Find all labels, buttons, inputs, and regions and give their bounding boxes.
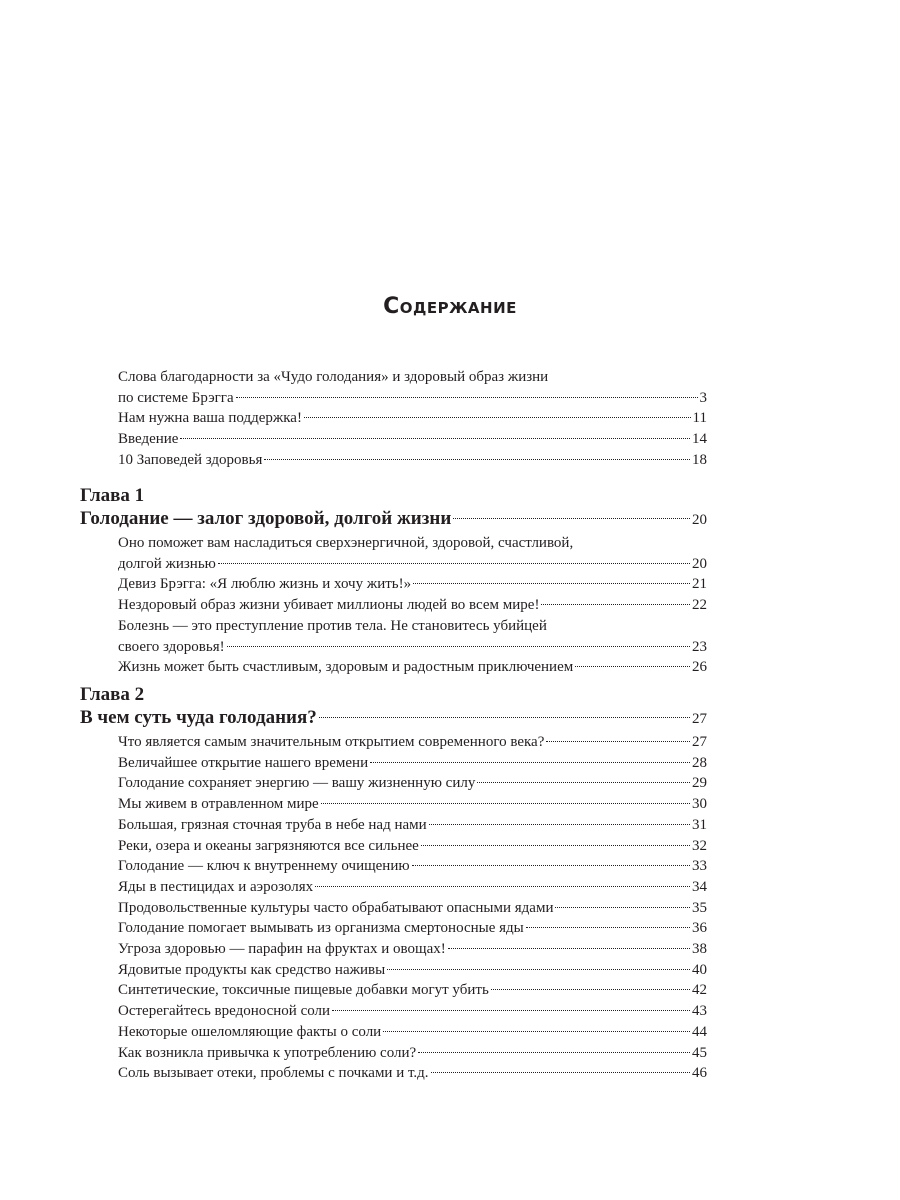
toc-entry-title: Введение xyxy=(118,431,179,448)
toc-entry-row xyxy=(118,1063,707,1083)
toc-page-number: 35 xyxy=(692,899,707,916)
toc-entry-title: по системе Брэгга xyxy=(118,389,234,406)
dot-leader xyxy=(526,927,690,928)
toc-entry-row xyxy=(118,408,707,428)
toc-entry-row xyxy=(118,960,707,980)
dot-leader xyxy=(541,604,690,605)
dot-leader xyxy=(491,989,690,990)
toc-entry-row xyxy=(118,877,707,897)
dot-leader xyxy=(180,438,690,439)
toc-page-number: 27 xyxy=(692,734,707,750)
toc-entry-row xyxy=(118,836,707,856)
toc-entry-title: Что является самым значительным открытием современного века? xyxy=(118,734,545,750)
toc-entry-title: Мы живем в отравленном мире xyxy=(118,796,319,813)
toc-entry-row xyxy=(118,732,707,752)
toc-entry-title: Величайшее открытие нашего времени xyxy=(118,754,369,771)
toc-page-number: 46 xyxy=(692,1065,707,1082)
toc-entry-row xyxy=(118,1022,707,1042)
toc-entry-row xyxy=(118,753,707,773)
dot-leader xyxy=(448,948,690,949)
chapter-title: Голодание — залог здоровой, долгой жизни xyxy=(80,508,452,529)
toc-page-number: 26 xyxy=(692,659,707,676)
toc-entry-title-line: Оно поможет вам насладиться сверхэнергичной, здоровой, счастливой, xyxy=(118,535,574,551)
toc-entry-title-line: Болезнь — это преступление против тела. Не становитесь убийцей xyxy=(118,617,547,634)
toc-page-number: 11 xyxy=(692,410,707,427)
toc-page-number: 27 xyxy=(692,711,707,727)
dot-leader xyxy=(421,845,690,846)
dot-leader xyxy=(383,1031,690,1032)
toc-entry-title-line: Слова благодарности за «Чудо голодания» и здоровый образ жизни xyxy=(118,369,549,385)
dot-leader xyxy=(319,717,690,718)
toc-entry-title: Нездоровый образ жизни убивает миллионы людей во всем мире! xyxy=(118,597,540,614)
toc-entry-row xyxy=(118,595,707,615)
toc-entry-title: Девиз Брэгга: «Я люблю жизнь и хочу жить!» xyxy=(118,576,412,593)
dot-leader xyxy=(315,886,690,887)
toc-entry-row xyxy=(118,939,707,959)
chapter-title: В чем суть чуда голодания? xyxy=(80,707,317,728)
toc-page-number: 29 xyxy=(692,775,707,792)
dot-leader xyxy=(387,969,690,970)
toc-entry-title: Жизнь может быть счастливым, здоровым и радостным приключением xyxy=(118,659,574,676)
toc-page-number: 20 xyxy=(692,512,707,528)
dot-leader xyxy=(218,563,690,564)
dot-leader xyxy=(453,518,690,519)
dot-leader xyxy=(304,417,691,418)
dot-leader xyxy=(555,907,690,908)
toc-entry-row xyxy=(118,815,707,835)
toc-page-number: 31 xyxy=(692,816,707,833)
chapter-label: Глава 1 xyxy=(80,485,145,506)
toc-page-number: 22 xyxy=(692,597,707,614)
toc-page-number: 14 xyxy=(692,431,707,448)
toc-entry-row xyxy=(118,574,707,594)
toc-entry-row xyxy=(118,898,707,918)
toc-page-number: 3 xyxy=(699,389,707,406)
toc-entry-row xyxy=(118,554,707,574)
chapter-label: Глава 2 xyxy=(80,684,145,705)
toc-entry-row xyxy=(118,637,707,657)
toc-entry-title: Голодание помогает вымывать из организма смертоносные яды xyxy=(118,920,524,937)
toc-entry-title: Реки, озера и океаны загрязняются все сильнее xyxy=(118,837,419,854)
toc-entry-title: 10 Заповедей здоровья xyxy=(118,451,263,468)
dot-leader xyxy=(370,762,690,763)
toc-entry-title: Угроза здоровью — парафин на фруктах и овощах! xyxy=(118,941,446,957)
toc-entry-title: своего здоровья! xyxy=(118,638,225,655)
toc-entry-row xyxy=(118,388,707,408)
toc-entry-title: Голодание — ключ к внутреннему очищению xyxy=(118,858,410,875)
toc-page-number: 18 xyxy=(692,451,707,468)
toc-entry-title: Голодание сохраняет энергию — вашу жизненную силу xyxy=(118,775,476,792)
dot-leader xyxy=(418,1052,690,1053)
toc-entry-row xyxy=(118,794,707,814)
toc-entry-title: Ядовитые продукты как средство наживы xyxy=(118,961,386,978)
toc-page-number: 20 xyxy=(692,555,707,572)
dot-leader xyxy=(546,741,690,742)
dot-leader xyxy=(431,1072,690,1073)
toc-entry-title: Как возникла привычка к употреблению соли? xyxy=(118,1044,417,1061)
toc-entry-row xyxy=(118,450,707,470)
chapter-title-row[interactable] xyxy=(80,508,707,530)
toc-entry-title: Большая, грязная сточная труба в небе над нами xyxy=(118,816,427,833)
dot-leader xyxy=(429,824,690,825)
toc-page-number: 32 xyxy=(692,837,707,854)
toc-entry-row xyxy=(118,980,707,1000)
toc-page-number: 45 xyxy=(692,1044,707,1061)
toc-entry-row xyxy=(118,657,707,677)
toc-page-number: 42 xyxy=(692,982,707,999)
toc-page-number: 28 xyxy=(692,754,707,771)
page-title: Содержание xyxy=(383,294,517,319)
toc-entry-title: Некоторые ошеломляющие факты о соли xyxy=(118,1023,382,1040)
toc-page-number: 38 xyxy=(692,941,707,957)
toc-entry-title: Синтетические, токсичные пищевые добавки могут убить xyxy=(118,982,489,999)
toc-page-number: 23 xyxy=(692,638,707,655)
dot-leader xyxy=(321,803,690,804)
dot-leader xyxy=(236,397,698,398)
toc-entry-title: Продовольственные культуры часто обрабатывают опасными ядами xyxy=(118,899,554,916)
toc-entry-row xyxy=(118,1001,707,1021)
toc-entry-title: Соль вызывает отеки, проблемы с почками и т.д. xyxy=(118,1065,429,1082)
toc-entry-row xyxy=(118,773,707,793)
toc-page-number: 40 xyxy=(692,961,707,978)
dot-leader xyxy=(575,666,690,667)
toc-entry-title: Яды в пестицидах и аэрозолях xyxy=(118,878,314,895)
toc-page-number: 43 xyxy=(692,1003,707,1020)
dot-leader xyxy=(412,865,690,866)
toc-page-number: 36 xyxy=(692,920,707,937)
toc-page-number: 30 xyxy=(692,796,707,813)
toc-entry-title: долгой жизнью xyxy=(118,555,216,572)
toc-entry-row xyxy=(118,429,707,449)
dot-leader xyxy=(477,782,690,783)
toc-page-number: 33 xyxy=(692,858,707,875)
toc-entry-row xyxy=(118,918,707,938)
toc-page-number: 34 xyxy=(692,878,707,895)
dot-leader xyxy=(332,1010,690,1011)
toc-entry-title: Остерегайтесь вредоносной соли xyxy=(118,1003,331,1020)
dot-leader xyxy=(264,459,690,460)
toc-page-number: 21 xyxy=(692,576,707,593)
toc-page-number: 44 xyxy=(692,1023,707,1040)
toc-entry-title: Нам нужна ваша поддержка! xyxy=(118,410,302,427)
toc-entry-row xyxy=(118,1043,707,1063)
dot-leader xyxy=(413,583,690,584)
toc-entry-row xyxy=(118,856,707,876)
dot-leader xyxy=(227,646,690,647)
chapter-title-row[interactable] xyxy=(80,707,707,729)
